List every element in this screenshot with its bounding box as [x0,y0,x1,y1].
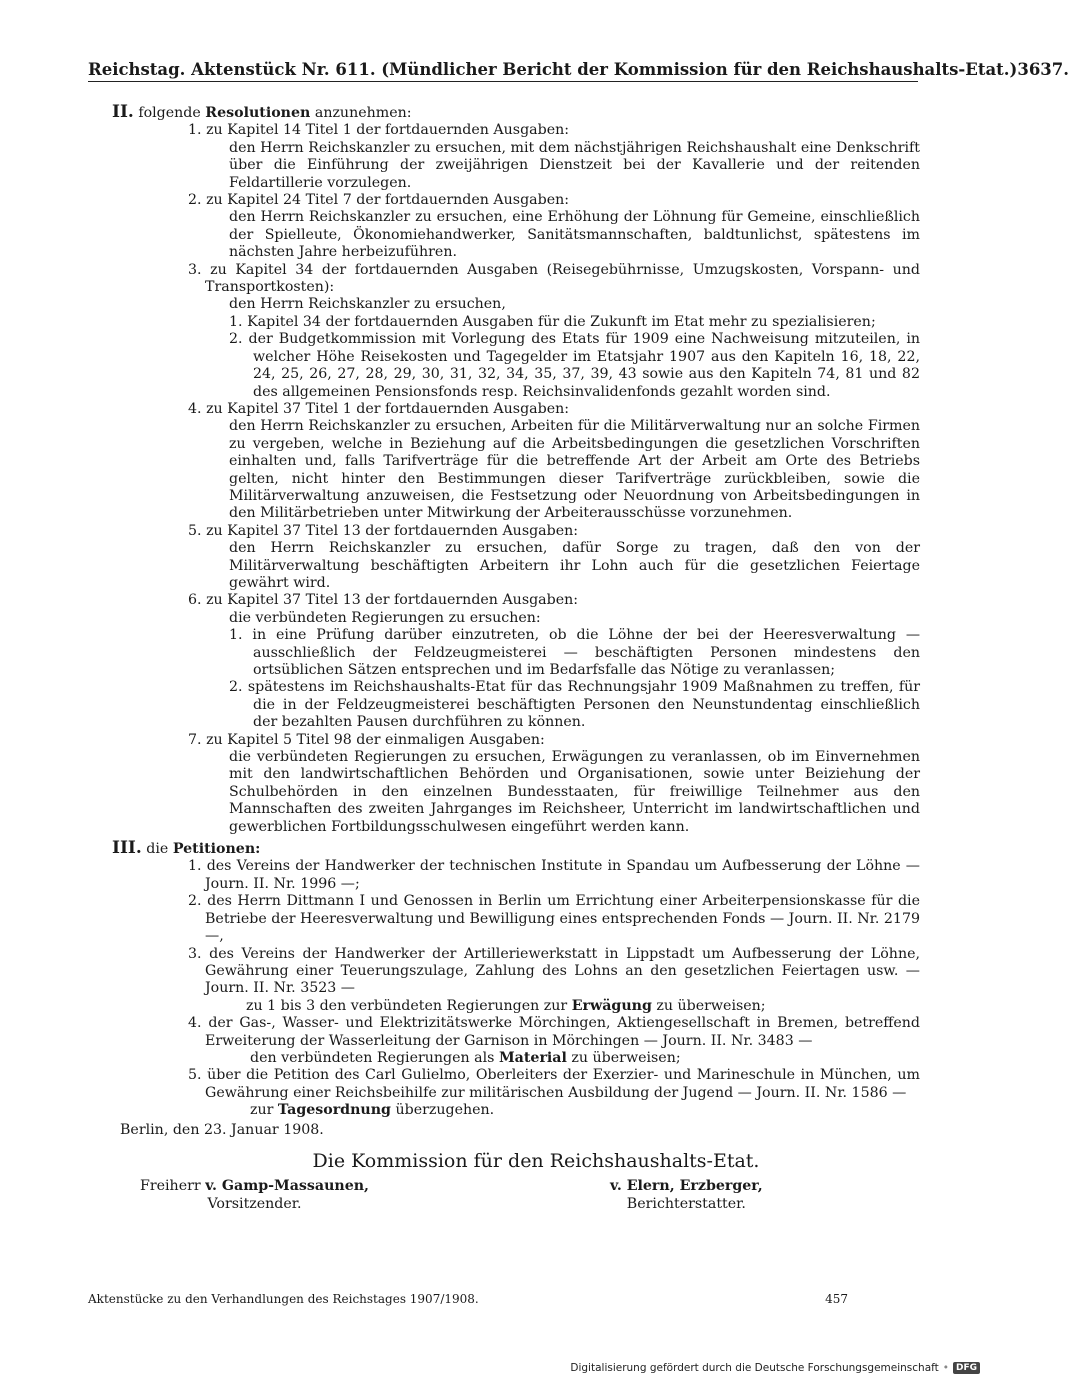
petition-5: 5. über die Petition des Carl Gulielmo, Oberleiters der Exerzier- und Marineschule in München, um Gewährung einer Reichsbeihilfe zur militärischen Ausbildung der Jugend — Journ. II. Nr. 1586 — [188,1067,920,1101]
item-body: den Herrn Reichskanzler zu ersuchen, dafür Sorge zu tragen, daß den von der Militärverwaltung beschäftigten Arbeitern ihr Lohn auch für die gesetzlichen Feiertage gewährt wird. [229,540,920,591]
resolution-5 [112,523,920,593]
item-intro: die verbündeten Regierungen zu ersuchen: [229,609,541,626]
item-head: 3. zu Kapitel 34 der fortdauernden Ausgaben (Reisegebührnisse, Umzugskosten, Vorspann- und Transportkosten): [188,261,920,296]
footer-source: Aktenstücke zu den Verhandlungen des Reichstages 1907/1908. [88,1292,479,1306]
sub-item: 2. der Budgetkommission mit Vorlegung des Etats für 1909 eine Nachweisung mitzuteilen, in welcher Höhe Reisekosten und Tagegelder im Etatsjahr 1907 aus den Kapiteln 16, 18, 22, 24, 25, 26, 27, 28, 29, 30, 31, 32, 34, 35, 37, 39, 43 sowie aus den Kapiteln 74, 81 und 82 des allgemeinen Pensionsfonds resp. Reichsinvalidenfonds gezahlt worden sind. [229,331,920,400]
role-label: Berichterstatter. [626,1195,746,1212]
section-2-heading [112,104,920,122]
resolution-7 [112,732,920,836]
section-3-heading [112,840,920,858]
resolution-4 [112,401,920,523]
item-head: 7. zu Kapitel 5 Titel 98 der einmaligen Ausgaben: [188,731,545,748]
sub-item: 2. spätestens im Reichshaushalts-Etat für das Rechnungsjahr 1909 Maßnahmen zu treffen, für die in der Feldzeugmeisterei beschäftigten Personen den Neunstundentag einschließlich der bezahlten Pausen durchführen zu können. [229,679,921,731]
heading-text: die [146,841,169,858]
digitization-credit: Digitalisierung gefördert durch die Deutsche Forschungsgemeinschaft • DFG [570,1362,980,1374]
item-body: den Herrn Reichskanzler zu ersuchen, Arbeiten für die Militärverwaltung nur an solche Firmen zu vergeben, welche in Beziehung auf die Arbeitsbedingungen die gesetzlichen Vorschriften einhalten und, falls Tarifverträge für die betreffende Art der Arbeit am Orte des Betriebs gelten, nicht hinter den Bestimmungen dieser Tarifverträge zurückbleiben, sowie die Militärverwaltung anzuweisen, die Festsetzung oder Neuordnung von Arbeitsbedingungen in den Militärbetrieben unter Mitwirkung der Arbeiterausschüsse vorzunehmen. [229,418,920,522]
page-footer [88,1292,848,1306]
petition-conclusion-3: zur Tagesordnung überzugehen. [250,1102,495,1119]
resolution-1 [112,122,920,192]
petition-3: 3. des Vereins der Handwerker der Artilleriewerkstatt in Lippstadt um Aufbesserung der Löhne, Gewährung einer Teuerungszulage, Zahlung des Lohns an den gesetzlichen Feiertagen usw. — Journ. II. Nr. 3523 — [188,945,920,997]
sub-item: 1. in eine Prüfung darüber einzutreten, ob die Löhne der bei der Heeresverwaltung — ausschließlich der Feldzeugmeisterei — beschäftigten Personen mindestens den ortsüblichen Sätzen entsprechen und im Bedarfsfalle das Nötige zu veranlassen; [229,627,921,678]
section-numeral: III. [112,838,142,859]
resolution-6 [112,592,920,731]
date-line: Berlin, den 23. Januar 1908. [120,1121,324,1138]
petition-4: 4. der Gas-, Wasser- und Elektrizitätswerke Mörchingen, Aktiengesellschaft in Bremen, betreffend Erweiterung der Wasserleitung der Garnison in Mörchingen — Journ. II. Nr. 3483 — [188,1015,921,1049]
petition-2: 2. des Herrn Dittmann I und Genossen in Berlin um Errichtung einer Arbeiterpensionskasse für die Betriebe der Heeresverwaltung und Bewilligung eines entsprechenden Fonds — Journ. II. Nr. 2179 —, [188,893,920,945]
sub-item: 1. Kapitel 34 der fortdauernden Ausgaben für die Zukunft im Etat mehr zu spezialisieren; [229,313,876,330]
running-header [88,60,1069,82]
section-numeral: II. [112,102,134,122]
commission-title: Die Kommission für den Reichshaushalts-Etat. [312,1149,760,1172]
petition-1: 1. des Vereins der Handwerker der technischen Institute in Spandau um Aufbesserung der Löhne — Journ. II. Nr. 1996 —; [188,858,920,892]
role-label: Vorsitzender. [207,1195,302,1212]
chairman-signature: Freiherr v. Gamp-Massaunen, Vorsitzender. [140,1178,369,1212]
page-number: 3637. [1017,60,1069,79]
credit-text: Digitalisierung gefördert durch die Deutsche Forschungsgemeinschaft [570,1362,939,1374]
header-title: Reichstag. Aktenstück Nr. 611. (Mündlicher Bericht der Kommission für den Reichshaushalts-Etat.) [88,60,1018,79]
resolution-3 [112,262,920,401]
petition-conclusion-2: den verbündeten Regierungen als Material zu überweisen; [250,1049,681,1066]
item-head: 2. zu Kapitel 24 Titel 7 der fortdauernden Ausgaben: [188,192,570,209]
signature-block [112,1178,920,1224]
footer-number: 457 [825,1292,848,1306]
item-body: den Herrn Reichskanzler zu ersuchen, eine Erhöhung der Löhnung für Gemeine, einschließlich der Spielleute, Ökonomiehandwerker, Sanitätsmannschaften, baldtunlichst, spätestens im nächsten Jahre herbeizuführen. [229,209,920,261]
item-body: den Herrn Reichskanzler zu ersuchen, mit dem nächstjährigen Reichshaushalt eine Denkschrift über die Einführung der zweijährigen Dienstzeit bei der Kavallerie und der reitenden Feldartillerie vorzulegen. [229,139,920,191]
heading-text: folgende [138,105,201,121]
item-head: 1. zu Kapitel 14 Titel 1 der fortdauernden Ausgaben: [188,122,570,139]
resolution-2 [112,192,920,262]
heading-keyword: Resolutionen [205,105,311,121]
document-body [112,104,920,1224]
heading-keyword: Petitionen: [172,841,261,858]
heading-text: anzunehmen: [314,105,412,121]
item-head: 6. zu Kapitel 37 Titel 13 der fortdauernden Ausgaben: [188,592,579,609]
rapporteur-signature: v. Elern, Erzberger, Berichterstatter. [610,1178,763,1212]
item-body: die verbündeten Regierungen zu ersuchen, Erwägungen zu veranlassen, ob im Einvernehmen mit den landwirtschaftlichen Behörden und Organisationen, sowie unter Beiziehung der Schulbehörden in den einzelnen Bundesstaaten, für freiwillige Teilnehmer aus den Mannschaften des zweiten Jahrganges im Reichsheer, Unterricht im landwirtschaftlichen und gewerblichen Fortbildungsschulwesen eingeführt werden kann. [229,749,920,835]
item-head: 5. zu Kapitel 37 Titel 13 der fortdauernden Ausgaben: [188,522,579,539]
item-head: 4. zu Kapitel 37 Titel 1 der fortdauernden Ausgaben: [188,400,570,417]
petition-conclusion-1: zu 1 bis 3 den verbündeten Regierungen zur Erwägung zu überweisen; [246,997,766,1014]
item-intro: den Herrn Reichskanzler zu ersuchen, [229,296,506,313]
dfg-logo-icon: DFG [953,1362,980,1374]
